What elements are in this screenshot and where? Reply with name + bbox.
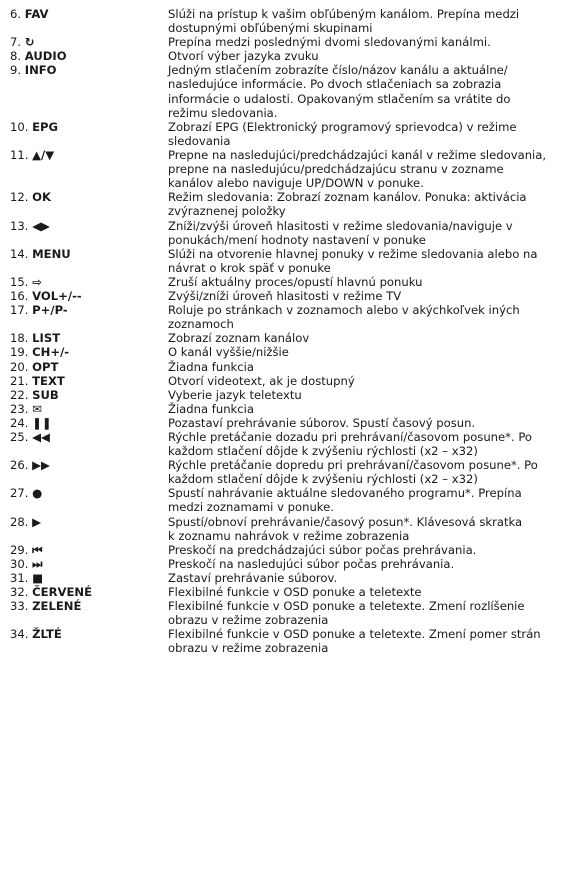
item-label	[10, 515, 41, 529]
item-number: 11.	[10, 148, 29, 162]
item-number: 8.	[10, 49, 22, 64]
description-line: Jedným stlačením zobrazíte číslo/názov kanálu a aktuálne/	[168, 63, 508, 78]
description-line: informácie o udalosti. Opakovaným stlačením sa vrátite do	[168, 91, 511, 106]
item-description	[168, 247, 563, 275]
item-label	[10, 275, 42, 289]
item-number: 9.	[10, 63, 22, 78]
description-line: Preskočí na predchádzajúci súbor počas prehrávania.	[168, 542, 477, 557]
item-number: 26.	[10, 458, 29, 473]
item-label	[10, 458, 50, 472]
item-label	[10, 120, 58, 134]
description-line: Zvýši/zníži úroveň hlasitosti v režime TV	[168, 289, 402, 303]
item-label	[10, 148, 54, 162]
item-description	[168, 219, 563, 247]
item-description	[168, 486, 563, 514]
item-label	[10, 585, 92, 599]
item-description	[168, 120, 563, 148]
item-number: 16.	[10, 289, 29, 303]
description-line: obrazu v režime zobrazenia	[168, 641, 329, 656]
description-line: Zobrazí zoznam kanálov	[168, 331, 310, 346]
description-line: Prepína medzi poslednými dvomi sledovanými kanálmi.	[168, 35, 491, 50]
item-label	[10, 430, 50, 444]
item-key: VOL+/--	[32, 289, 82, 303]
item-number: 30.	[10, 556, 29, 571]
item-key: EPG	[32, 119, 59, 134]
item-description	[168, 515, 563, 543]
item-key: ✉	[32, 401, 42, 416]
item-key: INFO	[24, 63, 57, 78]
item-label	[10, 360, 58, 374]
item-label	[10, 402, 42, 416]
item-description	[168, 557, 563, 571]
item-key: ◀◀	[32, 430, 50, 444]
item-label	[10, 543, 43, 557]
item-description	[168, 35, 563, 49]
item-description	[168, 7, 563, 35]
description-line: Zastaví prehrávanie súborov.	[168, 571, 338, 585]
description-line: režimu sledovania.	[168, 105, 278, 120]
item-label	[10, 345, 69, 359]
description-line: návrat o krok späť v ponuke	[168, 260, 331, 275]
description-line: Režim sledovania: Zobrazí zoznam kanálov. Ponuka: aktivácia	[168, 190, 527, 205]
item-number: 25.	[10, 430, 29, 444]
description-line: nasledujúce informácie. Po dvoch stlačeniach sa zobrazia	[168, 77, 502, 92]
item-label	[10, 557, 43, 571]
item-number: 28.	[10, 514, 29, 529]
item-key: ⇨	[32, 274, 42, 289]
item-key: FAV	[24, 7, 49, 21]
item-label	[10, 190, 51, 204]
description-line: obrazu v režime zobrazenia	[168, 613, 329, 628]
item-label	[10, 388, 59, 402]
item-number: 21.	[10, 373, 29, 388]
description-line: sledovania	[168, 133, 231, 148]
item-description	[168, 627, 563, 655]
description-line: Zruší aktuálny proces/opustí hlavnú ponuku	[168, 274, 423, 289]
item-description	[168, 49, 563, 63]
description-line: Prepne na nasledujúci/predchádzajúci kanál v režime sledovania,	[168, 148, 547, 162]
description-line: Žiadna funkcia	[168, 401, 254, 416]
item-key: ⏮	[32, 542, 43, 557]
item-key: ⏭	[32, 556, 43, 571]
description-line: Slúži na prístup k vašim obľúbeným kanálom. Prepína medzi	[168, 7, 520, 21]
item-description	[168, 360, 563, 374]
item-description	[168, 275, 563, 289]
description-line: Žiadna funkcia	[168, 359, 254, 374]
item-label	[10, 374, 65, 388]
item-label	[10, 247, 71, 261]
description-line: Spustí nahrávanie aktuálne sledovaného programu*. Prepína	[168, 486, 522, 501]
item-number: 31.	[10, 571, 29, 585]
description-line: medzi zoznamami v ponuke.	[168, 500, 334, 515]
description-line: Flexibilné funkcie v OSD ponuke a teletexte	[168, 585, 422, 600]
description-line: k zoznamu nahrávok v režime zobrazenia	[168, 528, 410, 543]
item-label	[10, 331, 60, 345]
item-description	[168, 331, 563, 345]
item-number: 12.	[10, 190, 29, 205]
item-label	[10, 49, 67, 63]
item-number: 27.	[10, 486, 29, 501]
item-label	[10, 571, 43, 585]
item-key: ●	[32, 486, 43, 501]
item-number: 15.	[10, 274, 29, 289]
item-number: 22.	[10, 387, 29, 402]
item-label	[10, 35, 34, 49]
item-key: LIST	[32, 331, 61, 346]
item-key: ČERVENÉ	[32, 585, 93, 600]
description-line: Flexibilné funkcie v OSD ponuke a teletexte. Zmení rozlíšenie	[168, 599, 525, 614]
item-description	[168, 289, 563, 303]
item-number: 7.	[10, 35, 22, 50]
item-number: 29.	[10, 542, 29, 557]
item-label	[10, 599, 81, 613]
item-number: 23.	[10, 401, 29, 416]
item-key: ZELENÉ	[32, 599, 82, 614]
description-line: Preskočí na nasledujúci súbor počas prehrávania.	[168, 556, 455, 571]
item-label	[10, 63, 57, 77]
description-line: Otvorí videotext, ak je dostupný	[168, 373, 355, 388]
item-key: CH+/-	[32, 345, 70, 360]
item-label	[10, 416, 52, 430]
item-key: OPT	[32, 359, 59, 374]
item-number: 19.	[10, 345, 29, 360]
item-number: 10.	[10, 119, 29, 134]
description-line: Rýchle pretáčanie dozadu pri prehrávaní/časovom posune*. Po	[168, 430, 533, 444]
item-number: 20.	[10, 359, 29, 374]
item-key: ▶	[32, 514, 42, 529]
description-line: kanálov alebo naviguje UP/DOWN v ponuke.	[168, 176, 424, 191]
description-line: zoznamoch	[168, 317, 234, 332]
description-line: Otvorí výber jazyka zvuku	[168, 49, 319, 64]
description-line: dostupnými obľúbenými skupinami	[168, 21, 373, 36]
item-key: ▲/▼	[32, 148, 55, 162]
item-label	[10, 486, 42, 500]
description-line: prepne na nasledujúcu/predchádzajúcu stranu v zozname	[168, 162, 504, 177]
item-label	[10, 7, 49, 21]
item-number: 14.	[10, 246, 29, 261]
item-description	[168, 599, 563, 627]
description-line: Rýchle pretáčanie dopredu pri prehrávaní/časovom posune*. Po	[168, 458, 538, 473]
description-line: Roluje po stránkach v zoznamoch alebo v akýchkoľvek iných	[168, 303, 520, 318]
item-description	[168, 388, 563, 402]
item-key: MENU	[32, 246, 71, 261]
item-number: 24.	[10, 415, 29, 430]
item-description	[168, 402, 563, 416]
item-description	[168, 374, 563, 388]
item-number: 6.	[10, 7, 22, 21]
description-line: Flexibilné funkcie v OSD ponuke a teletexte. Zmení pomer strán	[168, 627, 541, 642]
description-line: Vyberie jazyk teletextu	[168, 387, 302, 402]
item-description	[168, 190, 563, 218]
item-key: AUDIO	[24, 49, 67, 64]
item-description	[168, 571, 563, 585]
item-description	[168, 430, 563, 458]
item-description	[168, 585, 563, 599]
item-key: ▶▶	[32, 458, 50, 473]
item-description	[168, 458, 563, 486]
item-key: OK	[32, 190, 51, 205]
item-label	[10, 303, 68, 317]
description-line: ponukách/mení hodnoty nastavení v ponuke	[168, 232, 426, 247]
description-line: Zníži/zvýši úroveň hlasitosti v režime sledovania/naviguje v	[168, 218, 513, 233]
item-key: P+/P-	[32, 303, 68, 318]
description-line: Slúži na otvorenie hlavnej ponuky v režime sledovania alebo na	[168, 246, 538, 261]
item-key: ■	[32, 571, 44, 585]
item-key: ↻	[24, 35, 35, 50]
description-line: každom stlačení dôjde k zvýšeniu rýchlosti (x2 – x32)	[168, 472, 478, 487]
item-key: ŽLTÉ	[32, 627, 62, 642]
description-line: Pozastaví prehrávanie súborov. Spustí časový posun.	[168, 415, 476, 430]
item-label	[10, 219, 50, 233]
item-label	[10, 289, 82, 303]
item-key: ◀▶	[32, 218, 50, 233]
item-description	[168, 416, 563, 430]
description-line: každom stlačení dôjde k zvýšeniu rýchlosti (x2 – x32)	[168, 444, 478, 459]
item-number: 32.	[10, 585, 29, 600]
item-description	[168, 303, 563, 331]
item-number: 13.	[10, 218, 29, 233]
description-line: O kanál vyššie/nižšie	[168, 345, 289, 360]
item-number: 34.	[10, 627, 29, 642]
item-label	[10, 627, 62, 641]
item-description	[168, 148, 563, 190]
item-key: TEXT	[32, 373, 65, 388]
item-number: 17.	[10, 303, 29, 318]
item-description	[168, 345, 563, 359]
item-key: SUB	[32, 387, 59, 402]
description-line: Zobrazí EPG (Elektronický programový sprievodca) v režime	[168, 119, 517, 134]
item-number: 18.	[10, 331, 29, 346]
item-description	[168, 63, 563, 119]
item-description	[168, 543, 563, 557]
description-line: Spustí/obnoví prehrávanie/časový posun*. Klávesová skratka	[168, 514, 523, 529]
item-key: ❚❚	[32, 415, 52, 430]
description-line: zvýraznenej položky	[168, 204, 286, 219]
item-number: 33.	[10, 599, 29, 614]
